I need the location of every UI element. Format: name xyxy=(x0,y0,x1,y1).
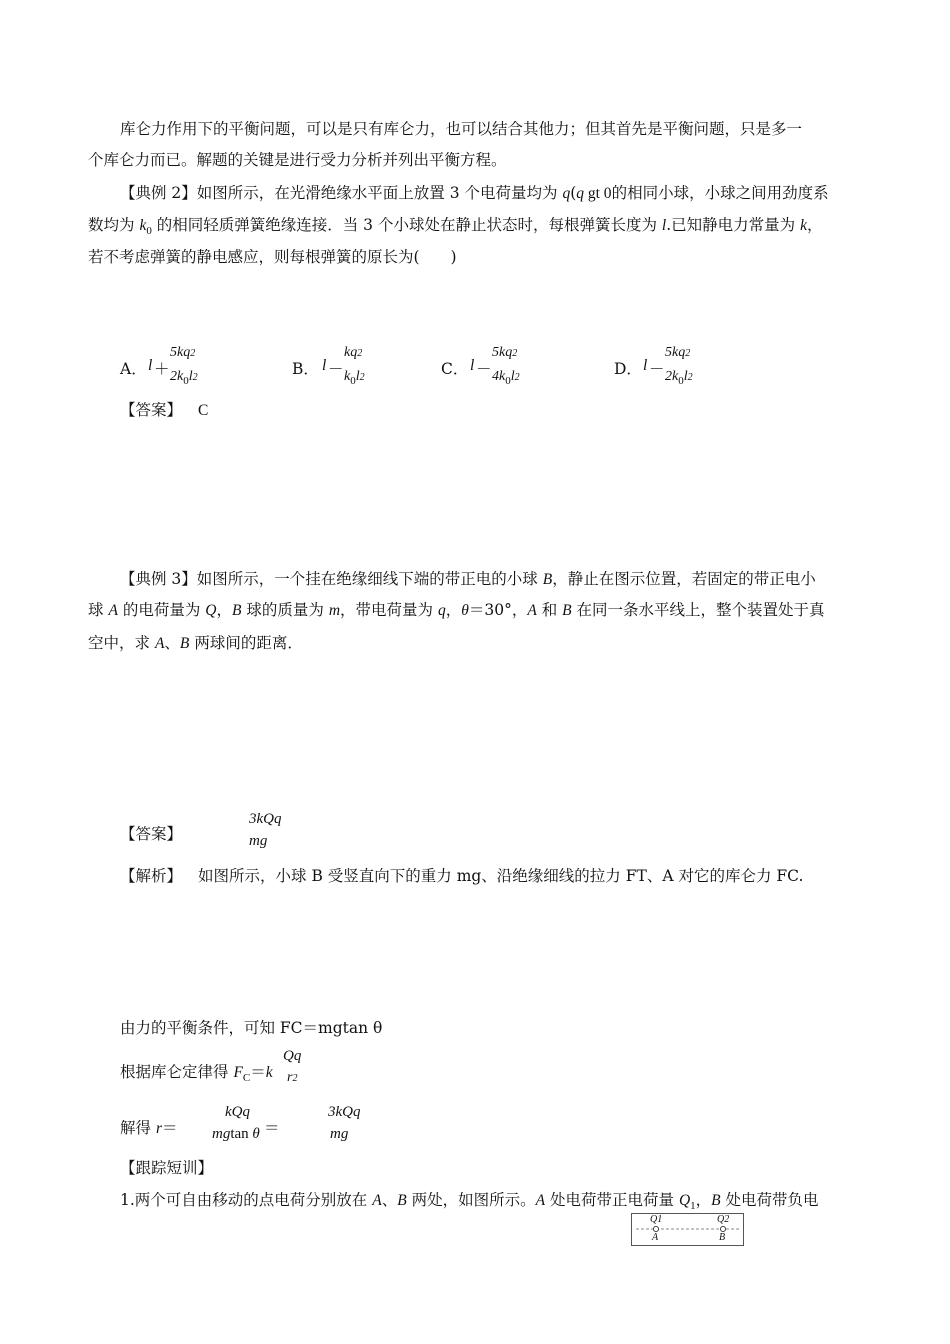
intro-line-2: 个库仑力而已。解题的关键是进行受力分析并列出平衡方程。 xyxy=(88,151,507,169)
example2-line-1: 【典例 2】如图所示，在光滑绝缘水平面上放置 3 个电荷量均为 q(q gt 0的相同小球，小球之间用劲度系 xyxy=(120,184,829,202)
solve-equals-2: ＝ xyxy=(264,1119,280,1137)
a-label: A xyxy=(652,1232,659,1243)
example3-answer-label: 【答案】 xyxy=(120,825,183,843)
option-a-numerator: 5kq2 xyxy=(170,345,196,360)
b-label: B xyxy=(719,1232,726,1243)
example2-line-3: 若不考虑弹簧的静电感应，则每根弹簧的原长为( ) xyxy=(88,248,457,266)
q2-label: Q2 xyxy=(717,1214,730,1225)
option-d-denominator: $2k_0l2$ xyxy=(665,369,693,387)
coulomb-law: 根据库仑定律得 $F_C=k$ xyxy=(120,1063,273,1084)
option-c-numerator: 5kq2 xyxy=(492,345,518,360)
balance-condition: 由力的平衡条件，可知 FC＝mgtan θ xyxy=(120,1019,383,1037)
option-b-numerator: kq2 xyxy=(344,345,363,360)
example3-answer-denominator: mg xyxy=(249,833,268,849)
example3-line-3: 空中，求 A、B 两球间的距离． xyxy=(88,634,303,652)
charge-b-dot xyxy=(720,1226,725,1231)
option-d-numerator: 5kq2 xyxy=(665,345,691,360)
example3-line-2: 球 A 的电荷量为 Q，B 球的质量为 m，带电荷量为 q，θ＝30°，A 和 B 在同一条水平线上，整个装置处于真 xyxy=(88,601,825,619)
solve-numerator-2: 3kQq xyxy=(328,1104,361,1120)
example2-line-2: 数均为 $k_0$ 的相同轻质弹簧绝缘连接．当 3 个小球处在静止状态时，每根弹簧长度为 l.已知静电力常量为 k， xyxy=(88,216,823,237)
example3-analysis: 【解析】 如图所示，小球 B 受竖直向下的重力 mg、沿绝缘细线的拉力 FT、A 对它的库仑力 FC. xyxy=(120,867,804,885)
solve-numerator-1: kQq xyxy=(225,1104,250,1120)
follow-heading: 【跟踪短训】 xyxy=(120,1159,214,1177)
option-a-denominator: $2k_0l2$ xyxy=(170,369,198,387)
follow-question-1: 1.两个可自由移动的点电荷分别放在 A、B 两处，如图所示。A 处电荷带正电荷量 $Q_1$，B 处电荷带负电 xyxy=(120,1191,819,1212)
solve-denominator-1: mgtan θ xyxy=(212,1126,260,1142)
charge-a-dot xyxy=(653,1226,658,1231)
coulomb-denominator: r2 xyxy=(287,1070,298,1085)
example2-answer: 【答案】 C xyxy=(120,401,209,419)
coulomb-numerator: Qq xyxy=(283,1048,302,1064)
solve-denominator-2: mg xyxy=(330,1126,349,1142)
charges-diagram xyxy=(631,1213,744,1246)
q1-label: Q1 xyxy=(650,1214,663,1225)
solve-line: 解得 r＝ xyxy=(120,1119,178,1137)
example3-answer-numerator: 3kQq xyxy=(249,811,282,827)
example3-line-1: 【典例 3】如图所示，一个挂在绝缘细线下端的带正电的小球 B，静止在图示位置，若固定的带正电小 xyxy=(120,570,816,588)
intro-line-1: 库仑力作用下的平衡问题，可以是只有库仑力，也可以结合其他力；但其首先是平衡问题，只是多一 xyxy=(120,120,803,138)
option-c-denominator: $4k_0l2$ xyxy=(492,369,520,387)
option-b-denominator: $k_0l2$ xyxy=(344,369,365,387)
